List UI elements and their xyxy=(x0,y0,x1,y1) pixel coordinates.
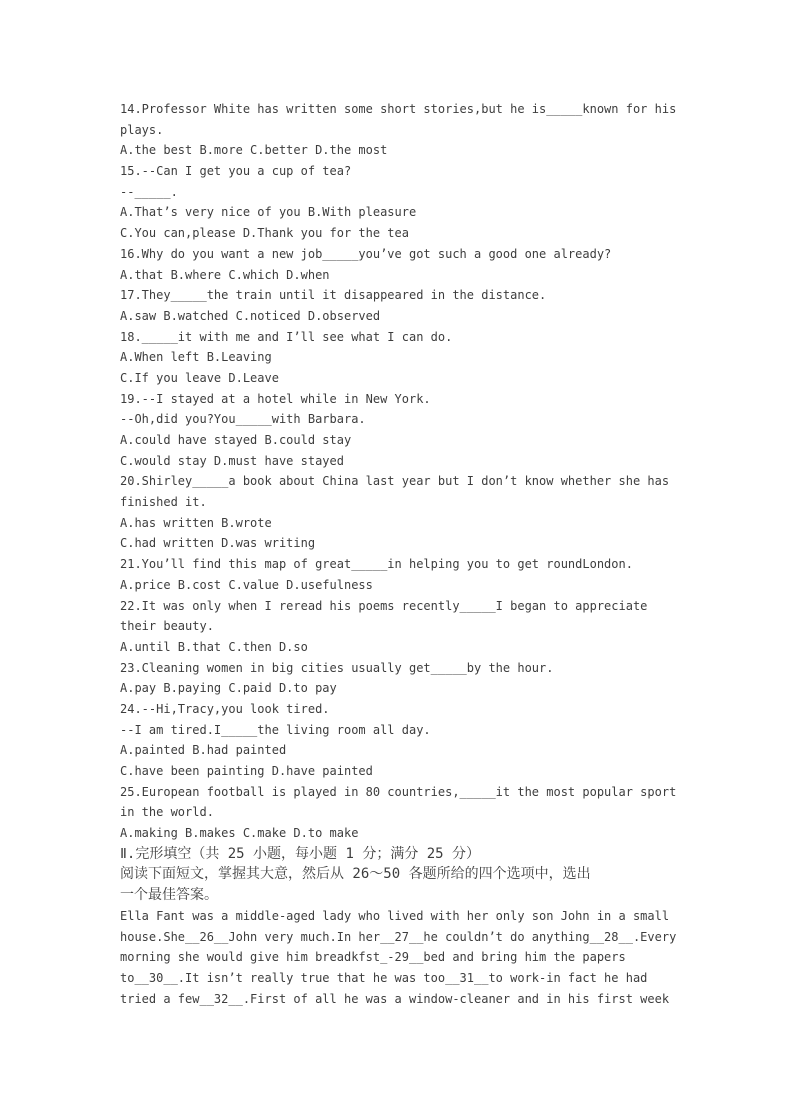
choice-question-line: 15.--Can I get you a cup of tea? xyxy=(120,164,352,179)
cloze-passage-line: morning she would give him breadkfst_-29__bed and bring him the papers xyxy=(120,950,626,965)
choice-question-line: --_____. xyxy=(120,184,178,199)
choice-options-line: A.could have stayed B.could stay xyxy=(120,433,352,447)
choice-question-line: finished it. xyxy=(120,495,207,510)
choice-options-line: C.If you leave D.Leave xyxy=(120,370,279,385)
cloze-passage-line: to__30__.It isn’t really true that he was too__31__to work-in fact he had xyxy=(120,970,648,985)
choice-question-line: 21.You’ll find this map of great_____in helping you to get roundLondon. xyxy=(120,557,633,572)
cloze-section-title: Ⅱ.完形填空（共 25 小题，每小题 1 分；满分 25 分） xyxy=(120,845,481,862)
cloze-passage-line: tried a few__32__.First of all he was a window-cleaner and in his first week xyxy=(120,991,670,1006)
choice-options-line: C.had written D.was writing xyxy=(120,536,316,551)
choice-question-line: --I am tired.I_____the living room all day. xyxy=(120,722,431,737)
choice-options-line: A.When left B.Leaving xyxy=(120,350,272,365)
choice-options-line: C.would stay D.must have stayed xyxy=(120,453,344,468)
choice-options-line: A.painted B.had painted xyxy=(120,743,287,758)
choice-question-line: --Oh,did you?You_____with Barbara. xyxy=(120,412,366,427)
exam-text-block xyxy=(120,99,700,1009)
cloze-passage-line: house.She__26__John very much.In her__27__he couldn’t do anything__28__.Every xyxy=(120,929,677,944)
choice-question-line: in the world. xyxy=(120,805,214,820)
choice-question-line: 19.--I stayed at a hotel while in New York. xyxy=(120,391,431,406)
choice-options-line: A.until B.that C.then D.so xyxy=(120,639,308,654)
choice-question-line: 14.Professor White has written some short stories,but he is_____known for his xyxy=(120,102,677,116)
choice-options-line: A.price B.cost C.value D.usefulness xyxy=(120,577,373,592)
choice-options-line: A.making B.makes C.make D.to make xyxy=(120,826,359,841)
choice-question-line: 16.Why do you want a new job_____you’ve got such a good one already? xyxy=(120,246,612,261)
choice-question-line: 24.--Hi,Tracy,you look tired. xyxy=(120,701,330,716)
choice-options-line: A.the best B.more C.better D.the most xyxy=(120,143,388,158)
choice-question-line: 22.It was only when I reread his poems recently_____I began to appreciate xyxy=(120,598,648,613)
choice-options-line: C.You can,please D.Thank you for the tea xyxy=(120,226,409,241)
choice-question-line: 23.Cleaning women in big cities usually get_____by the hour. xyxy=(120,660,554,675)
choice-options-line: A.that B.where C.which D.when xyxy=(120,267,330,282)
choice-question-line: 17.They_____the train until it disappeared in the distance. xyxy=(120,288,547,303)
choice-question-line: 25.European football is played in 80 countries,_____it the most popular sport xyxy=(120,784,677,799)
choice-options-line: A.has written B.wrote xyxy=(120,515,272,530)
choice-question-line: plays. xyxy=(120,122,164,137)
choice-options-line: A.That’s very nice of you B.With pleasure xyxy=(120,205,417,220)
choice-options-line: A.saw B.watched C.noticed D.observed xyxy=(120,308,381,323)
cloze-passage-line: Ella Fant was a middle-aged lady who lived with her only son John in a small xyxy=(120,908,670,923)
choice-question-line: 18._____it with me and I’ll see what I can do. xyxy=(120,329,453,344)
choice-question-line: their beauty. xyxy=(120,619,214,634)
choice-options-line: C.have been painting D.have painted xyxy=(120,764,373,778)
cloze-instructions-line: 阅读下面短文，掌握其大意，然后从 26～50 各题所给的四个选项中，选出 xyxy=(120,866,591,883)
choice-options-line: A.pay B.paying C.paid D.to pay xyxy=(120,681,337,696)
cloze-instructions-line: 一个最佳答案。 xyxy=(120,887,218,904)
choice-question-line: 20.Shirley_____a book about China last year but I don’t know whether she has xyxy=(120,474,670,489)
